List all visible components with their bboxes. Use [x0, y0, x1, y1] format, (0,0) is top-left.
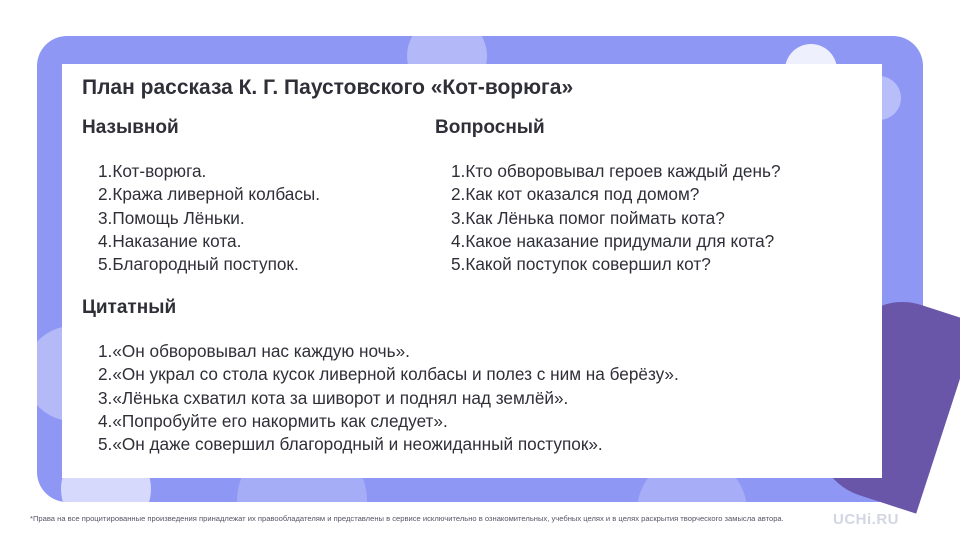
copyright-note: *Права на все процитированные произведения принадлежат их правообладателям и представлены в сервисе исключительно в ознакомительных, учебных целях и в целях раскрытия творческого замысла автора. [30, 514, 784, 523]
list-item: 4.Какое наказание придумали для кота? [451, 230, 775, 251]
plan-list-voprosny [451, 160, 781, 276]
list-item: 2.«Он украл со стола кусок ливерной колбасы и полез с ним на берёзу». [98, 364, 679, 385]
list-item: 1.«Он обворовывал нас каждую ночь». [98, 341, 410, 361]
list-item: 3.Как Лёнька помог поймать кота? [451, 207, 725, 228]
list-item: 4.«Попробуйте его накормить как следует». [98, 410, 448, 431]
list-item: 4.Наказание кота. [98, 230, 242, 251]
list-item: 3.«Лёнька схватил кота за шиворот и поднял над землёй». [98, 387, 569, 408]
list-item: 1.Кто обворовывал героев каждый день? [451, 161, 781, 181]
list-item: 5.Какой поступок совершил кот? [451, 254, 711, 275]
section-heading-tsitatny: Цитатный [82, 297, 177, 318]
plan-list-nazyvnoy [98, 160, 320, 276]
section-heading-nazyvnoy: Назывной [82, 117, 179, 138]
list-item: 5.Благородный поступок. [98, 254, 299, 275]
list-item: 1.Кот-ворюга. [98, 161, 207, 181]
list-item: 5.«Он даже совершил благородный и неожиданный поступок». [98, 434, 603, 455]
list-item: 3.Помощь Лёньки. [98, 207, 245, 228]
uchi-logo: UCHi.RU [833, 511, 899, 528]
section-heading-voprosny: Вопросный [435, 117, 545, 138]
slide-title: План рассказа К. Г. Паустовского «Кот-ворюга» [82, 76, 574, 99]
list-item: 2.Как кот оказался под домом? [451, 184, 700, 205]
list-item: 2.Кража ливерной колбасы. [98, 184, 321, 205]
plan-list-tsitatny [98, 340, 679, 456]
